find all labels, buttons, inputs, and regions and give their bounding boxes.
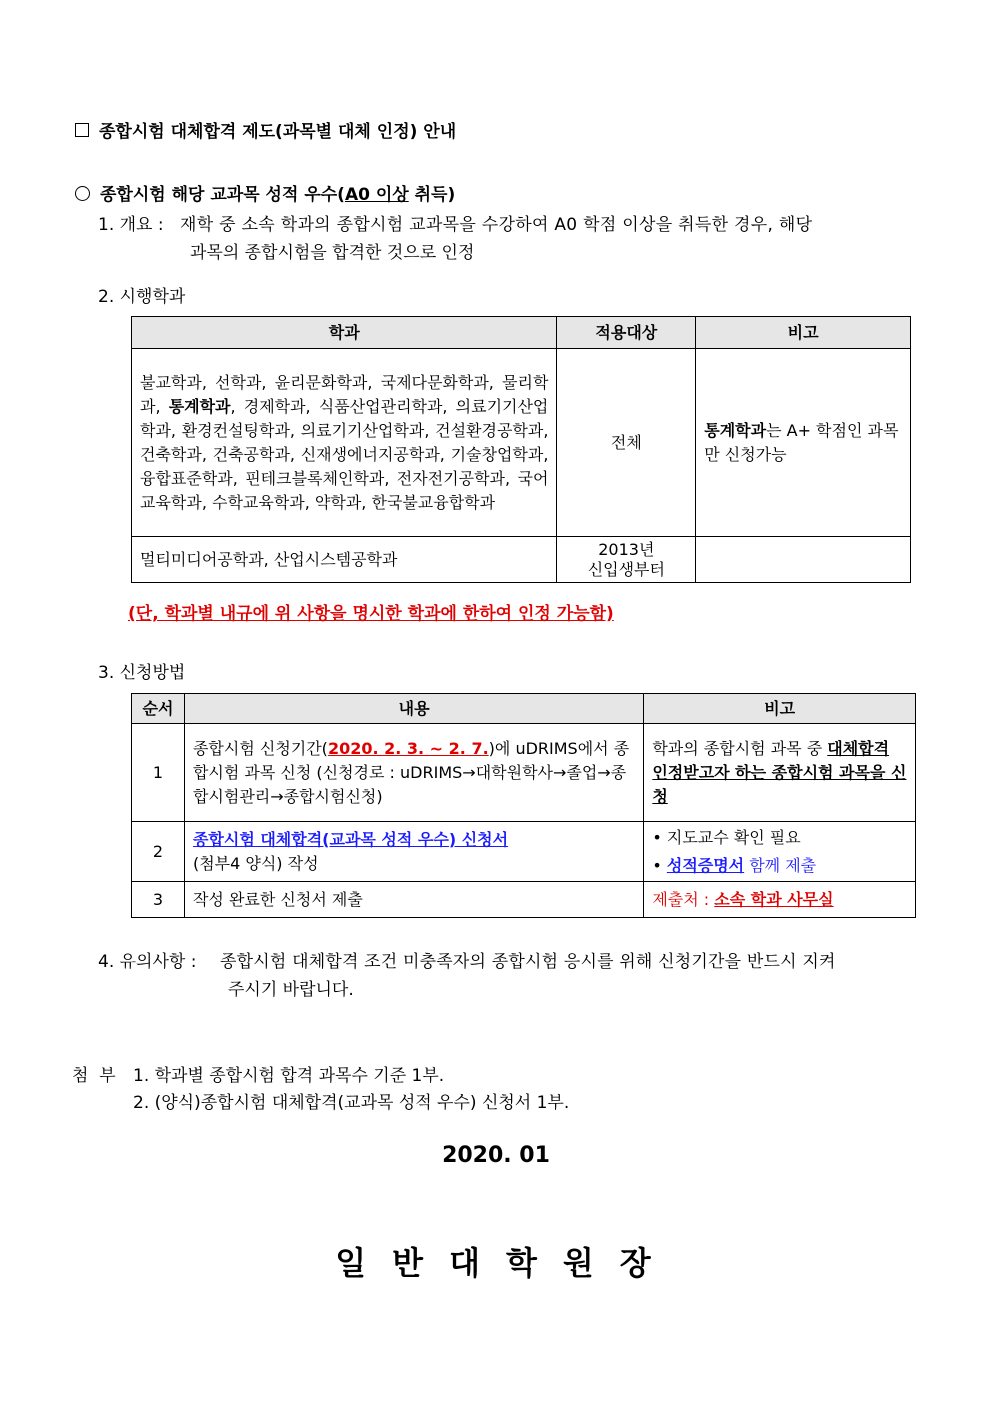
step-content: 작성 완료한 신청서 제출 bbox=[184, 882, 643, 918]
target-cell-2: 2013년 신입생부터 bbox=[557, 537, 696, 583]
step-number: 1 bbox=[132, 724, 185, 822]
attachments-label: 첨 부 bbox=[72, 1066, 116, 1086]
step-remark: 학과의 종합시험 과목 중 대체합격 인정받고자 하는 종합시험 과목을 신청 bbox=[644, 724, 916, 822]
dept-list-cell-2: 멀티미디어공학과, 산업시스템공학과 bbox=[132, 537, 557, 583]
section-title: 종합시험 해당 교과목 성적 우수(A0 이상 취득) bbox=[75, 180, 455, 205]
circle-bullet-icon bbox=[75, 186, 90, 201]
method-table bbox=[131, 693, 916, 918]
overview-line1: 재학 중 소속 학과의 종합시험 교과목을 수강하여 A0 학점 이상을 취득한 경우, 해당 bbox=[180, 215, 813, 235]
attachment-item-1: 1. 학과별 종합시험 합격 과목수 기준 1부. bbox=[133, 1066, 445, 1086]
step-number: 3 bbox=[132, 882, 185, 918]
method-label: 3. 신청방법 bbox=[98, 663, 186, 683]
step-remark: • 지도교수 확인 필요 • 성적증명서 함께 제출 bbox=[644, 822, 916, 882]
caution-label: 4. 유의사항 : bbox=[98, 952, 197, 972]
step-content: 종합시험 대체합격(교과목 성적 우수) 신청서 (첨부4 양식) 작성 bbox=[184, 822, 643, 882]
step-number: 2 bbox=[132, 822, 185, 882]
departments-table bbox=[131, 316, 911, 583]
header-note: 비고 bbox=[696, 317, 911, 349]
caution-line1: 종합시험 대체합격 조건 미충족자의 종합시험 응시를 위해 신청기간을 반드시 지켜 bbox=[220, 952, 836, 972]
departments-label: 2. 시행학과 bbox=[98, 287, 186, 307]
target-cell: 전체 bbox=[557, 349, 696, 537]
checkbox-square-icon bbox=[75, 123, 89, 137]
header-content: 내용 bbox=[184, 694, 643, 724]
overview-label: 1. 개요 : bbox=[98, 215, 164, 235]
page-heading: 종합시험 대체합격 제도(과목별 대체 인정) 안내 bbox=[75, 117, 456, 142]
departments-footnote: (단, 학과별 내규에 위 사항을 명시한 학과에 한하여 인정 가능함) bbox=[128, 604, 614, 624]
caution-line2: 주시기 바랍니다. bbox=[228, 980, 354, 1000]
application-form-link[interactable]: 종합시험 대체합격(교과목 성적 우수) 신청서 bbox=[192, 829, 509, 849]
header-dept: 학과 bbox=[132, 317, 557, 349]
header-remark: 비고 bbox=[644, 694, 916, 724]
header-target: 적용대상 bbox=[557, 317, 696, 349]
step-content: 종합시험 신청기간(2020. 2. 3. ~ 2. 7.)에 uDRIMS에서 종합시험 과목 신청 (신청경로 : uDRIMS→대학원학사→졸업→종합시험관리→종합시험신청) bbox=[184, 724, 643, 822]
note-cell: 통계학과는 A+ 학점인 과목만 신청가능 bbox=[696, 349, 911, 537]
document-date: 2020. 01 bbox=[442, 1143, 550, 1168]
overview-line2: 과목의 종합시험을 합격한 것으로 인정 bbox=[190, 243, 475, 263]
attachment-item-2: 2. (양식)종합시험 대체합격(교과목 성적 우수) 신청서 1부. bbox=[133, 1093, 570, 1113]
step-remark: 제출처 : 소속 학과 사무실 bbox=[644, 882, 916, 918]
note-cell-2 bbox=[696, 537, 911, 583]
header-order: 순서 bbox=[132, 694, 185, 724]
dept-list-cell: 불교학과, 선학과, 윤리문화학과, 국제다문화학과, 물리학과, 통계학과, 경제학과, 식품산업관리학과, 의료기기산업학과, 환경컨설팅학과, 의료기기산업학과, 건설환경공학과, 건축학과, 건축공학과, 신재생에너지공학과, 기술창업학과, 융합표준학과, 핀테크블록체인학과, 전자전기공학과, 국어교육학과, 수학교육학과, 약학과, 한국불교융합학과 bbox=[132, 349, 557, 537]
signature: 일반대학원장 bbox=[335, 1244, 677, 1282]
